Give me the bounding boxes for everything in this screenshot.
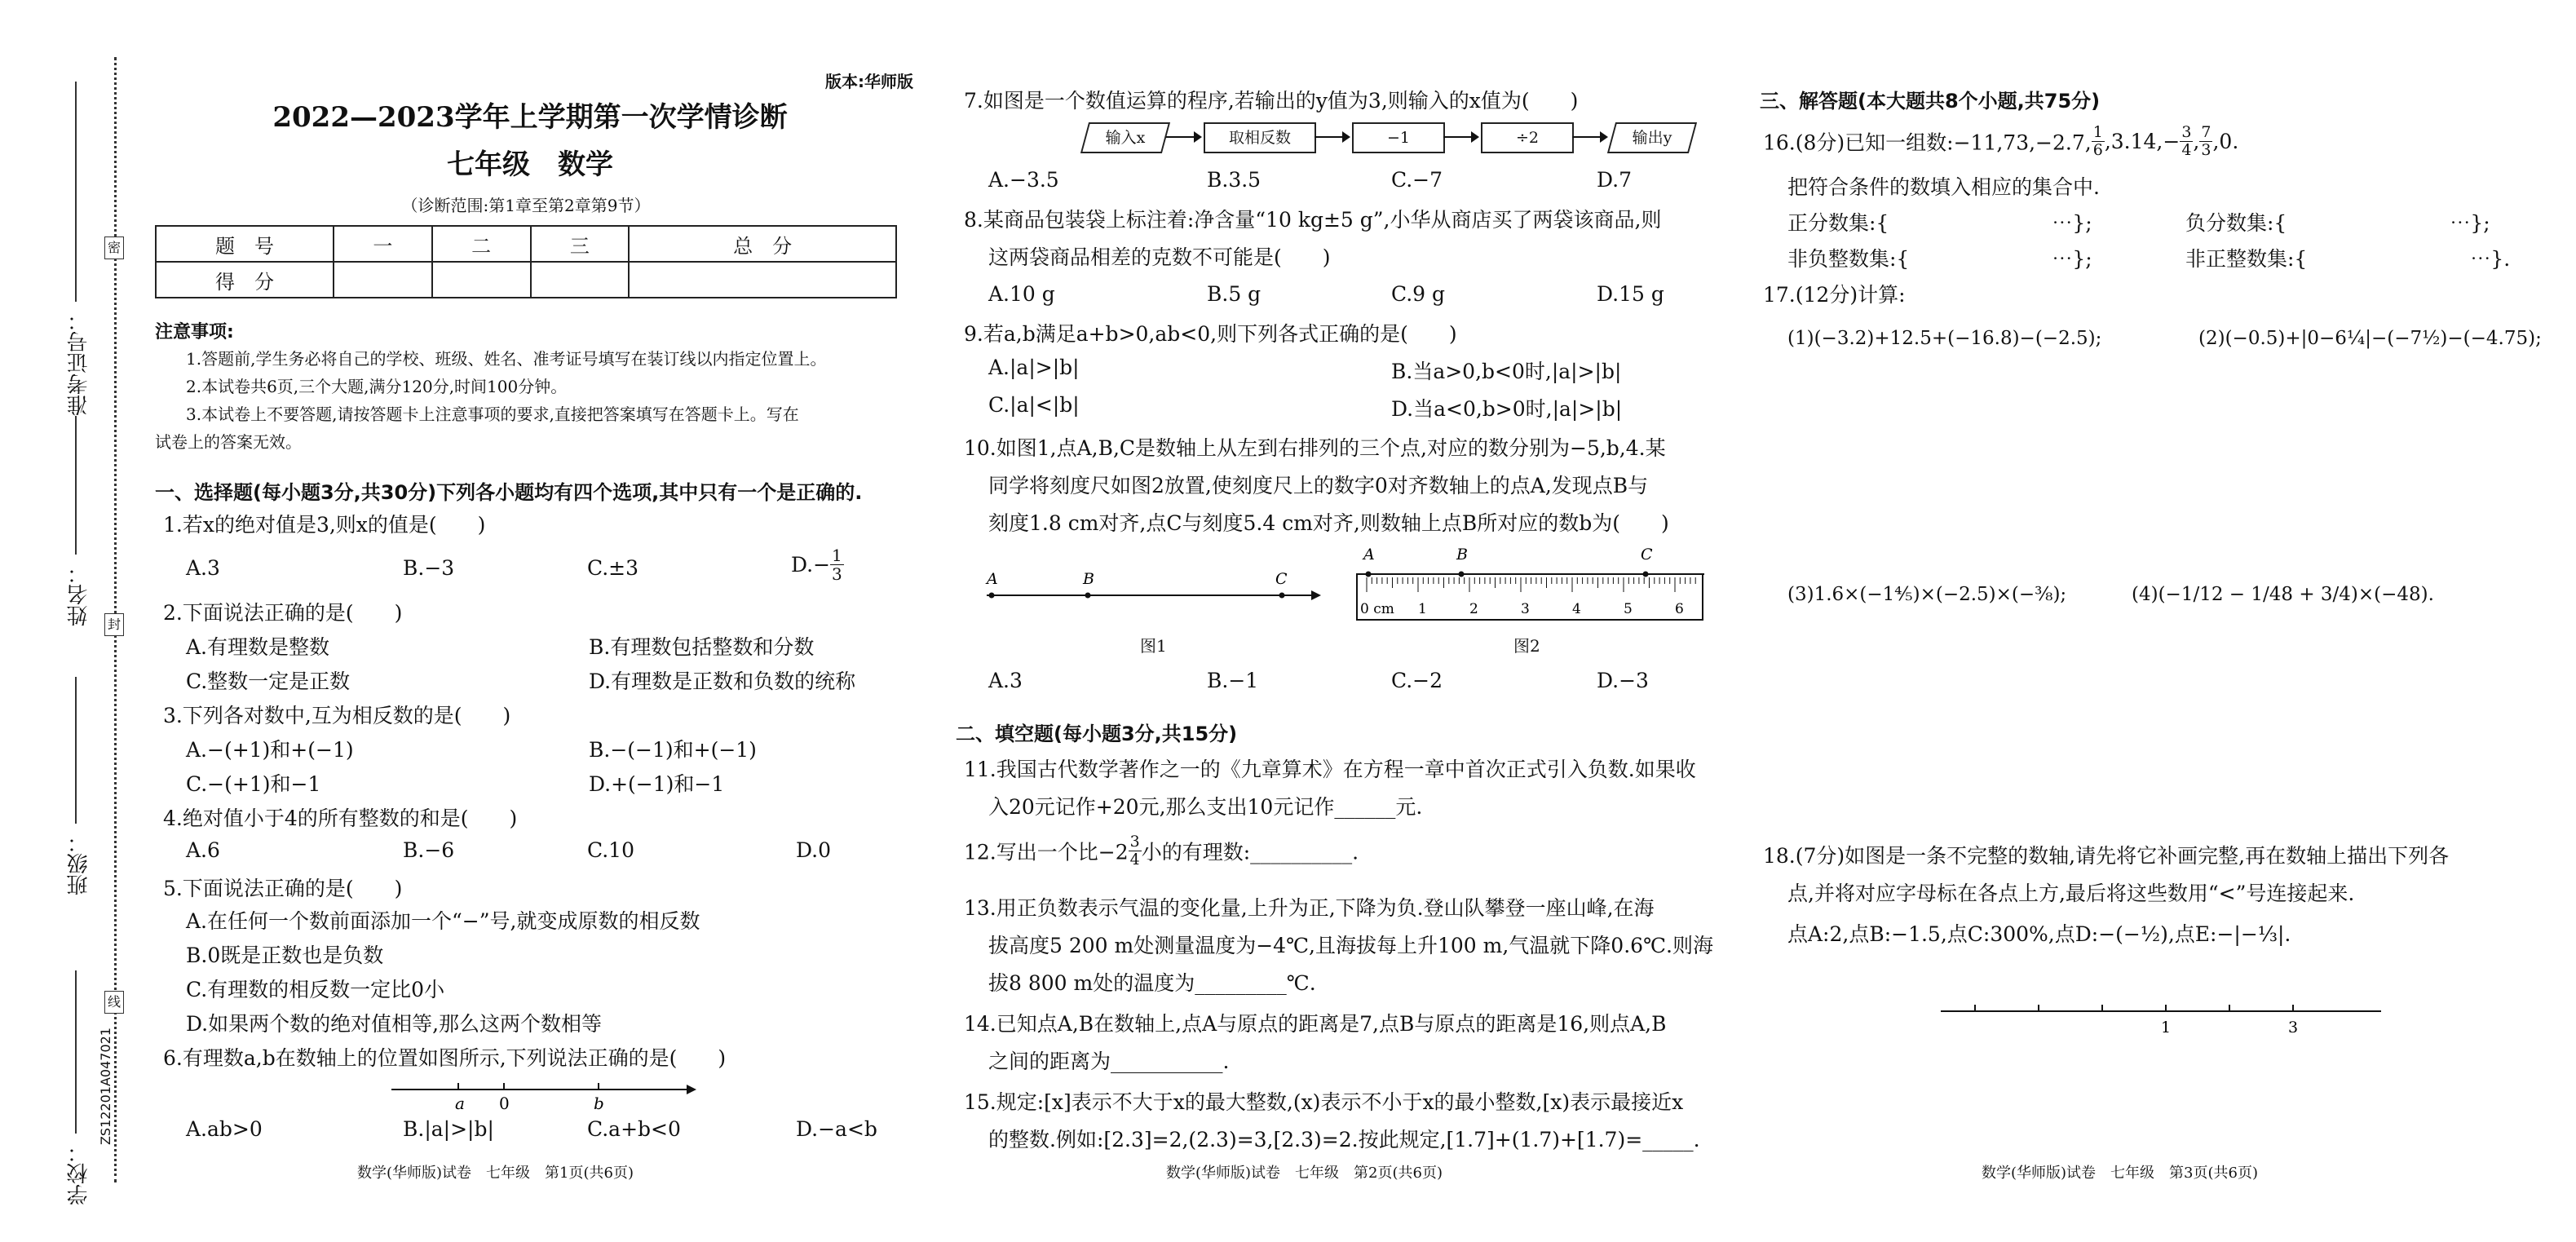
axis-arrow	[687, 1085, 696, 1094]
question-1-option-b[interactable]: B.−3	[403, 556, 455, 580]
axis-label: b	[594, 1094, 604, 1113]
flow-arrowhead	[1194, 131, 1202, 143]
question-12-suffix: 小的有理数:__________.	[1141, 840, 1359, 864]
point-label: A	[987, 570, 998, 588]
point-label: B	[1456, 546, 1468, 564]
question-16-stem: 16.(8分)已知一组数:−11,73,−2.7, $\frac{1}{6}$ ,3.14,− $\frac{3}{4}$ , $\frac{7}{3}$ ,0.	[1763, 123, 2239, 159]
figure-1-caption: 图1	[1140, 636, 1167, 656]
flow-arrow	[1315, 136, 1345, 138]
ruler-label: 4	[1572, 601, 1581, 617]
question-17-expr-3: (3)1.6×(−1⅘)×(−2.5)×(−⅜);	[1787, 584, 2067, 605]
axis-arrow	[1311, 590, 1321, 600]
fraction-numerator: 3	[1129, 833, 1140, 851]
question-10-figure-2	[1354, 541, 1712, 631]
score-cell[interactable]	[334, 262, 432, 298]
question-8-option-c[interactable]: C.9 g	[1391, 282, 1446, 306]
fraction-numerator: 1	[832, 546, 842, 565]
flow-negate: 取相反数	[1204, 122, 1316, 153]
question-17-expr-2: (2)(−0.5)+|0−6¼|−(−7½)−(−4.75);	[2198, 328, 2542, 349]
question-3-option-b[interactable]: B.−(−1)和+(−1)	[589, 738, 757, 762]
version-label: 版本:华师版	[825, 72, 913, 91]
score-table-cell: 总 分	[629, 226, 896, 262]
question-2-option-b[interactable]: B.有理数包括整数和分数	[589, 635, 815, 659]
question-4-stem: 4.绝对值小于4的所有整数的和是( )	[163, 807, 518, 830]
flow-input	[1080, 122, 1170, 153]
flow-input-text: 输入x	[1105, 129, 1146, 147]
question-5-option-d[interactable]: D.如果两个数的绝对值相等,那么这两个数相等	[186, 1012, 603, 1036]
notes-item: 3.本试卷上不要答题,请按答题卡上注意事项的要求,直接把答案填写在答题卡上。写在	[186, 404, 799, 424]
fraction-denominator: 3	[832, 564, 842, 584]
score-table	[155, 225, 897, 298]
flow-arrowhead	[1600, 131, 1608, 143]
score-table-cell: 得 分	[156, 262, 334, 298]
exam-number-label: 准考证号：	[67, 310, 91, 416]
question-14-line-1: 14.已知点A,B在数轴上,点A与原点的距离是7,点B与原点的距离是16,则点A,B	[964, 1012, 1667, 1036]
page-1-footer: 数学(华师版)试卷 七年级 第1页(共6页)	[357, 1165, 634, 1182]
question-12	[964, 833, 1359, 869]
page-3-footer: 数学(华师版)试卷 七年级 第3页(共6页)	[1982, 1165, 2258, 1182]
axis-label: 1	[2161, 1019, 2172, 1036]
question-4-option-d[interactable]: D.0	[796, 838, 832, 862]
flow-arrow	[1572, 136, 1603, 138]
score-table-cell: 二	[432, 226, 531, 262]
exam-title-text: 2022—2023学年上学期第一次学情诊断	[272, 101, 788, 134]
q16-end: ,0.	[2212, 130, 2239, 153]
option-d-prefix: D.−	[791, 553, 831, 577]
score-table-header-row	[156, 226, 896, 262]
score-table-cell: 三	[531, 226, 630, 262]
class-field[interactable]	[75, 677, 77, 824]
question-9-option-a[interactable]: A.|a|>|b|	[988, 356, 1080, 379]
fraction	[2199, 124, 2212, 159]
ruler-label: 0 cm	[1360, 601, 1394, 617]
question-10-line-2: 同学将刻度尺如图2放置,使刻度尺上的数字0对齐数轴上的点A,发现点B与	[988, 474, 1649, 497]
page-2-footer: 数学(华师版)试卷 七年级 第2页(共6页)	[1166, 1165, 1443, 1182]
ruler-label: 1	[1418, 601, 1427, 617]
question-3-option-c[interactable]: C.−(+1)和−1	[186, 772, 321, 796]
score-cell[interactable]	[629, 262, 896, 298]
seal-char: 线	[104, 991, 124, 1014]
exam-scope: （诊断范围:第1章至第2章第9节）	[401, 196, 651, 215]
question-18-points: 点A:2,点B:−1.5,点C:300%,点D:−(−½),点E:−|−⅓|.	[1787, 922, 2291, 946]
fraction-denominator: 4	[1129, 851, 1140, 869]
flow-arrow	[1166, 136, 1197, 138]
flow-divide-two: ÷2	[1481, 122, 1574, 153]
question-9-option-b[interactable]: B.当a>0,b<0时,|a|>|b|	[1391, 360, 1622, 383]
fraction-denominator: 3	[2201, 141, 2211, 159]
name-label: 姓名：	[67, 563, 91, 626]
question-5-option-a[interactable]: A.在任何一个数前面添加一个“−”号,就变成原数的相反数	[186, 909, 700, 933]
point-label: B	[1083, 570, 1094, 588]
ruler-body	[1357, 574, 1703, 620]
ruler-label: 2	[1469, 601, 1478, 617]
question-5-stem: 5.下面说法正确的是( )	[163, 877, 403, 900]
question-14-line-2: 之间的距离为___________.	[988, 1050, 1230, 1073]
question-6-option-d[interactable]: D.−a<b	[796, 1117, 877, 1141]
question-7-option-b[interactable]: B.3.5	[1207, 168, 1261, 192]
ruler-label: 6	[1675, 601, 1684, 617]
paper-code: ZS12201A047021	[98, 1028, 113, 1146]
question-18-line-1: 18.(7分)如图是一条不完整的数轴,请先将它补画完整,再在数轴上描出下列各	[1763, 844, 2450, 868]
fraction-denominator: 6	[2092, 141, 2103, 159]
question-17-stem: 17.(12分)计算:	[1763, 283, 1906, 307]
question-11-line-2: 入20元记作+20元,那么支出10元记作______元.	[988, 795, 1423, 819]
exam-title	[0, 95, 1076, 135]
question-11-line-1: 11.我国古代数学著作之一的《九章算术》在方程一章中首次正式引入负数.如果收	[964, 758, 1696, 781]
point-b	[1085, 593, 1091, 599]
ruler-ticks	[1367, 577, 1695, 592]
question-17-expr-4: (4)(−1/12 − 1/48 + 3/4)×(−48).	[2132, 584, 2434, 605]
question-4-option-c[interactable]: C.10	[587, 838, 634, 862]
question-13-line-3: 拔8 800 m处的温度为_________℃.	[988, 971, 1316, 995]
question-1-option-c[interactable]: C.±3	[587, 556, 639, 580]
question-6-option-a[interactable]: A.ab>0	[186, 1117, 263, 1141]
question-3-stem: 3.下列各对数中,互为相反数的是( )	[163, 704, 511, 727]
ruler-label: 5	[1624, 601, 1633, 617]
set-nonpositive-integers[interactable]: 非正整数集:{ ⋯}.	[2185, 247, 2511, 271]
question-7-option-d[interactable]: D.7	[1597, 168, 1633, 192]
ruler-label: 3	[1521, 601, 1530, 617]
seal-char: 密	[104, 236, 124, 259]
set-negative-fractions[interactable]: 负分数集:{ ⋯};	[2185, 211, 2490, 235]
flow-arrow	[1443, 136, 1474, 138]
question-3-option-a[interactable]: A.−(+1)和+(−1)	[186, 738, 354, 762]
fraction	[2092, 124, 2105, 159]
question-2-option-c[interactable]: C.整数一定是正数	[186, 670, 351, 693]
fraction-numerator: 7	[2201, 123, 2211, 141]
point-label: C	[1641, 546, 1653, 564]
question-2-stem: 2.下面说法正确的是( )	[163, 601, 403, 625]
point-label: A	[1363, 546, 1375, 564]
fraction	[1129, 833, 1142, 869]
question-8-line-1: 8.某商品包装袋上标注着:净含量“10 kg±5 g”,小华从商店买了两袋该商品,则	[964, 208, 1662, 232]
question-6-stem: 6.有理数a,b在数轴上的位置如图所示,下列说法正确的是( )	[163, 1046, 727, 1070]
question-10-option-c[interactable]: C.−2	[1391, 669, 1443, 692]
fraction-numerator: 3	[2181, 123, 2192, 141]
question-8-line-2: 这两袋商品相差的克数不可能是( )	[988, 245, 1331, 269]
question-10-option-d[interactable]: D.−3	[1597, 669, 1649, 692]
notes-item: 试卷上的答案无效。	[155, 432, 302, 452]
score-cell[interactable]	[432, 262, 531, 298]
question-7-option-a[interactable]: A.−3.5	[988, 168, 1059, 192]
question-10-line-1: 10.如图1,点A,B,C是数轴上从左到右排列的三个点,对应的数分别为−5,b,4.某	[964, 436, 1666, 460]
flow-arrowhead	[1471, 131, 1479, 143]
q16-prefix: 16.(8分)已知一组数:−11,73,−2.7,	[1763, 130, 2092, 155]
point-a	[989, 593, 995, 599]
question-15-line-2: 的整数.例如:[2.3]=2,(2.3)=3,[2.3)=2.按此规定,[1.7]+(1.7)+[1.7)=_____.	[988, 1128, 1700, 1151]
seal-char: 封	[104, 613, 124, 636]
q16-mid: ,3.14,−	[2104, 130, 2181, 153]
axis-label: a	[455, 1094, 465, 1113]
score-cell[interactable]	[531, 262, 630, 298]
question-1-option-a[interactable]: A.3	[186, 556, 220, 580]
question-9-option-c[interactable]: C.|a|<|b|	[988, 393, 1080, 417]
question-4-option-b[interactable]: B.−6	[403, 838, 455, 862]
question-17-expr-1: (1)(−3.2)+12.5+(−16.8)−(−2.5);	[1787, 328, 2102, 349]
flow-output	[1607, 122, 1697, 153]
question-6-option-c[interactable]: C.a+b<0	[587, 1117, 681, 1141]
question-4-option-a[interactable]: A.6	[186, 838, 220, 862]
score-table-score-row	[156, 262, 896, 298]
question-7-option-c[interactable]: C.−7	[1391, 168, 1443, 192]
question-2-option-d[interactable]: D.有理数是正数和负数的统称	[589, 670, 856, 693]
fraction-numerator: 1	[2092, 123, 2103, 141]
question-16-instruction: 把符合条件的数填入相应的集合中.	[1787, 175, 2100, 199]
set-nonnegative-integers[interactable]: 非负整数集:{ ⋯};	[1787, 247, 2092, 271]
question-5-option-b[interactable]: B.0既是正数也是负数	[186, 944, 384, 967]
question-13-line-2: 拔高度5 200 m处测量温度为−4℃,且海拔每上升100 m,气温就下降0.6℃.则海	[988, 934, 1713, 957]
question-8-option-a[interactable]: A.10 g	[988, 282, 1055, 306]
question-9-option-d[interactable]: D.当a<0,b>0时,|a|>|b|	[1391, 397, 1623, 421]
question-13-line-1: 13.用正负数表示气温的变化量,上升为正,下降为负.登山队攀登一座山峰,在海	[964, 896, 1655, 920]
figure-2-caption: 图2	[1513, 636, 1540, 656]
exam-subtitle: 七年级 数学	[447, 148, 613, 181]
question-12-prefix: 12.写出一个比−2	[964, 840, 1129, 864]
fraction	[2180, 124, 2193, 159]
notes-item: 2.本试卷共6页,三个大题,满分120分,时间100分钟。	[186, 377, 568, 396]
question-15-line-1: 15.规定:[x]表示不大于x的最大整数,(x)表示不小于x的最小整数,[x)表示最接近x	[964, 1090, 1684, 1114]
question-8-option-b[interactable]: B.5 g	[1207, 282, 1261, 306]
school-label: 学校：	[67, 1142, 91, 1205]
question-8-option-d[interactable]: D.15 g	[1597, 282, 1664, 306]
section-1-heading: 一、选择题(每小题3分,共30分)下列各小题均有四个选项,其中只有一个是正确的.	[155, 481, 863, 504]
flow-minus-one: −1	[1352, 122, 1445, 153]
question-7-stem: 7.如图是一个数值运算的程序,若输出的y值为3,则输入的x值为( )	[964, 89, 1579, 113]
section-2-heading: 二、填空题(每小题3分,共15分)	[956, 723, 1238, 745]
fraction	[830, 546, 844, 583]
point-label: C	[1275, 570, 1288, 588]
flow-output-text: 输出y	[1632, 129, 1672, 147]
name-field[interactable]	[75, 416, 77, 555]
flow-arrowhead	[1342, 131, 1350, 143]
question-2-option-a[interactable]: A.有理数是整数	[186, 635, 330, 659]
question-1-option-d[interactable]	[791, 546, 844, 583]
question-6-option-b[interactable]: B.|a|>|b|	[403, 1117, 494, 1141]
question-6-number-line	[383, 1075, 701, 1116]
axis-label: 0	[499, 1094, 510, 1113]
class-label: 班级：	[67, 832, 91, 895]
question-10-figure-1	[979, 563, 1329, 620]
notes-item: 1.答题前,学生务必将自己的学校、班级、姓名、准考证号填写在装订线以内指定位置上。	[186, 349, 827, 369]
question-10-option-b[interactable]: B.−1	[1207, 669, 1259, 692]
question-18-line-2: 点,并将对应字母标在各点上方,最后将这些数用“<”号连接起来.	[1787, 882, 2355, 905]
question-10-option-a[interactable]: A.3	[988, 669, 1023, 692]
question-18-number-line[interactable]	[1933, 995, 2389, 1044]
question-10-line-3: 刻度1.8 cm对齐,点C与刻度5.4 cm对齐,则数轴上点B所对应的数b为( )	[988, 511, 1669, 535]
score-table-cell: 题 号	[156, 226, 334, 262]
question-3-option-d[interactable]: D.+(−1)和−1	[589, 772, 725, 796]
question-9-stem: 9.若a,b满足a+b>0,ab<0,则下列各式正确的是( )	[964, 322, 1457, 346]
question-1-stem: 1.若x的绝对值是3,则x的值是( )	[163, 513, 486, 537]
axis-label: 3	[2288, 1019, 2299, 1036]
point-c	[1279, 593, 1285, 599]
section-3-heading: 三、解答题(本大题共8个小题,共75分)	[1760, 90, 2101, 113]
notes-heading: 注意事项:	[155, 322, 234, 343]
school-field[interactable]	[75, 970, 77, 1134]
set-positive-fractions[interactable]: 正分数集:{ ⋯};	[1787, 211, 2092, 235]
question-5-option-c[interactable]: C.有理数的相反数一定比0小	[186, 978, 445, 1001]
fraction-denominator: 4	[2181, 141, 2192, 159]
score-table-cell: 一	[334, 226, 432, 262]
